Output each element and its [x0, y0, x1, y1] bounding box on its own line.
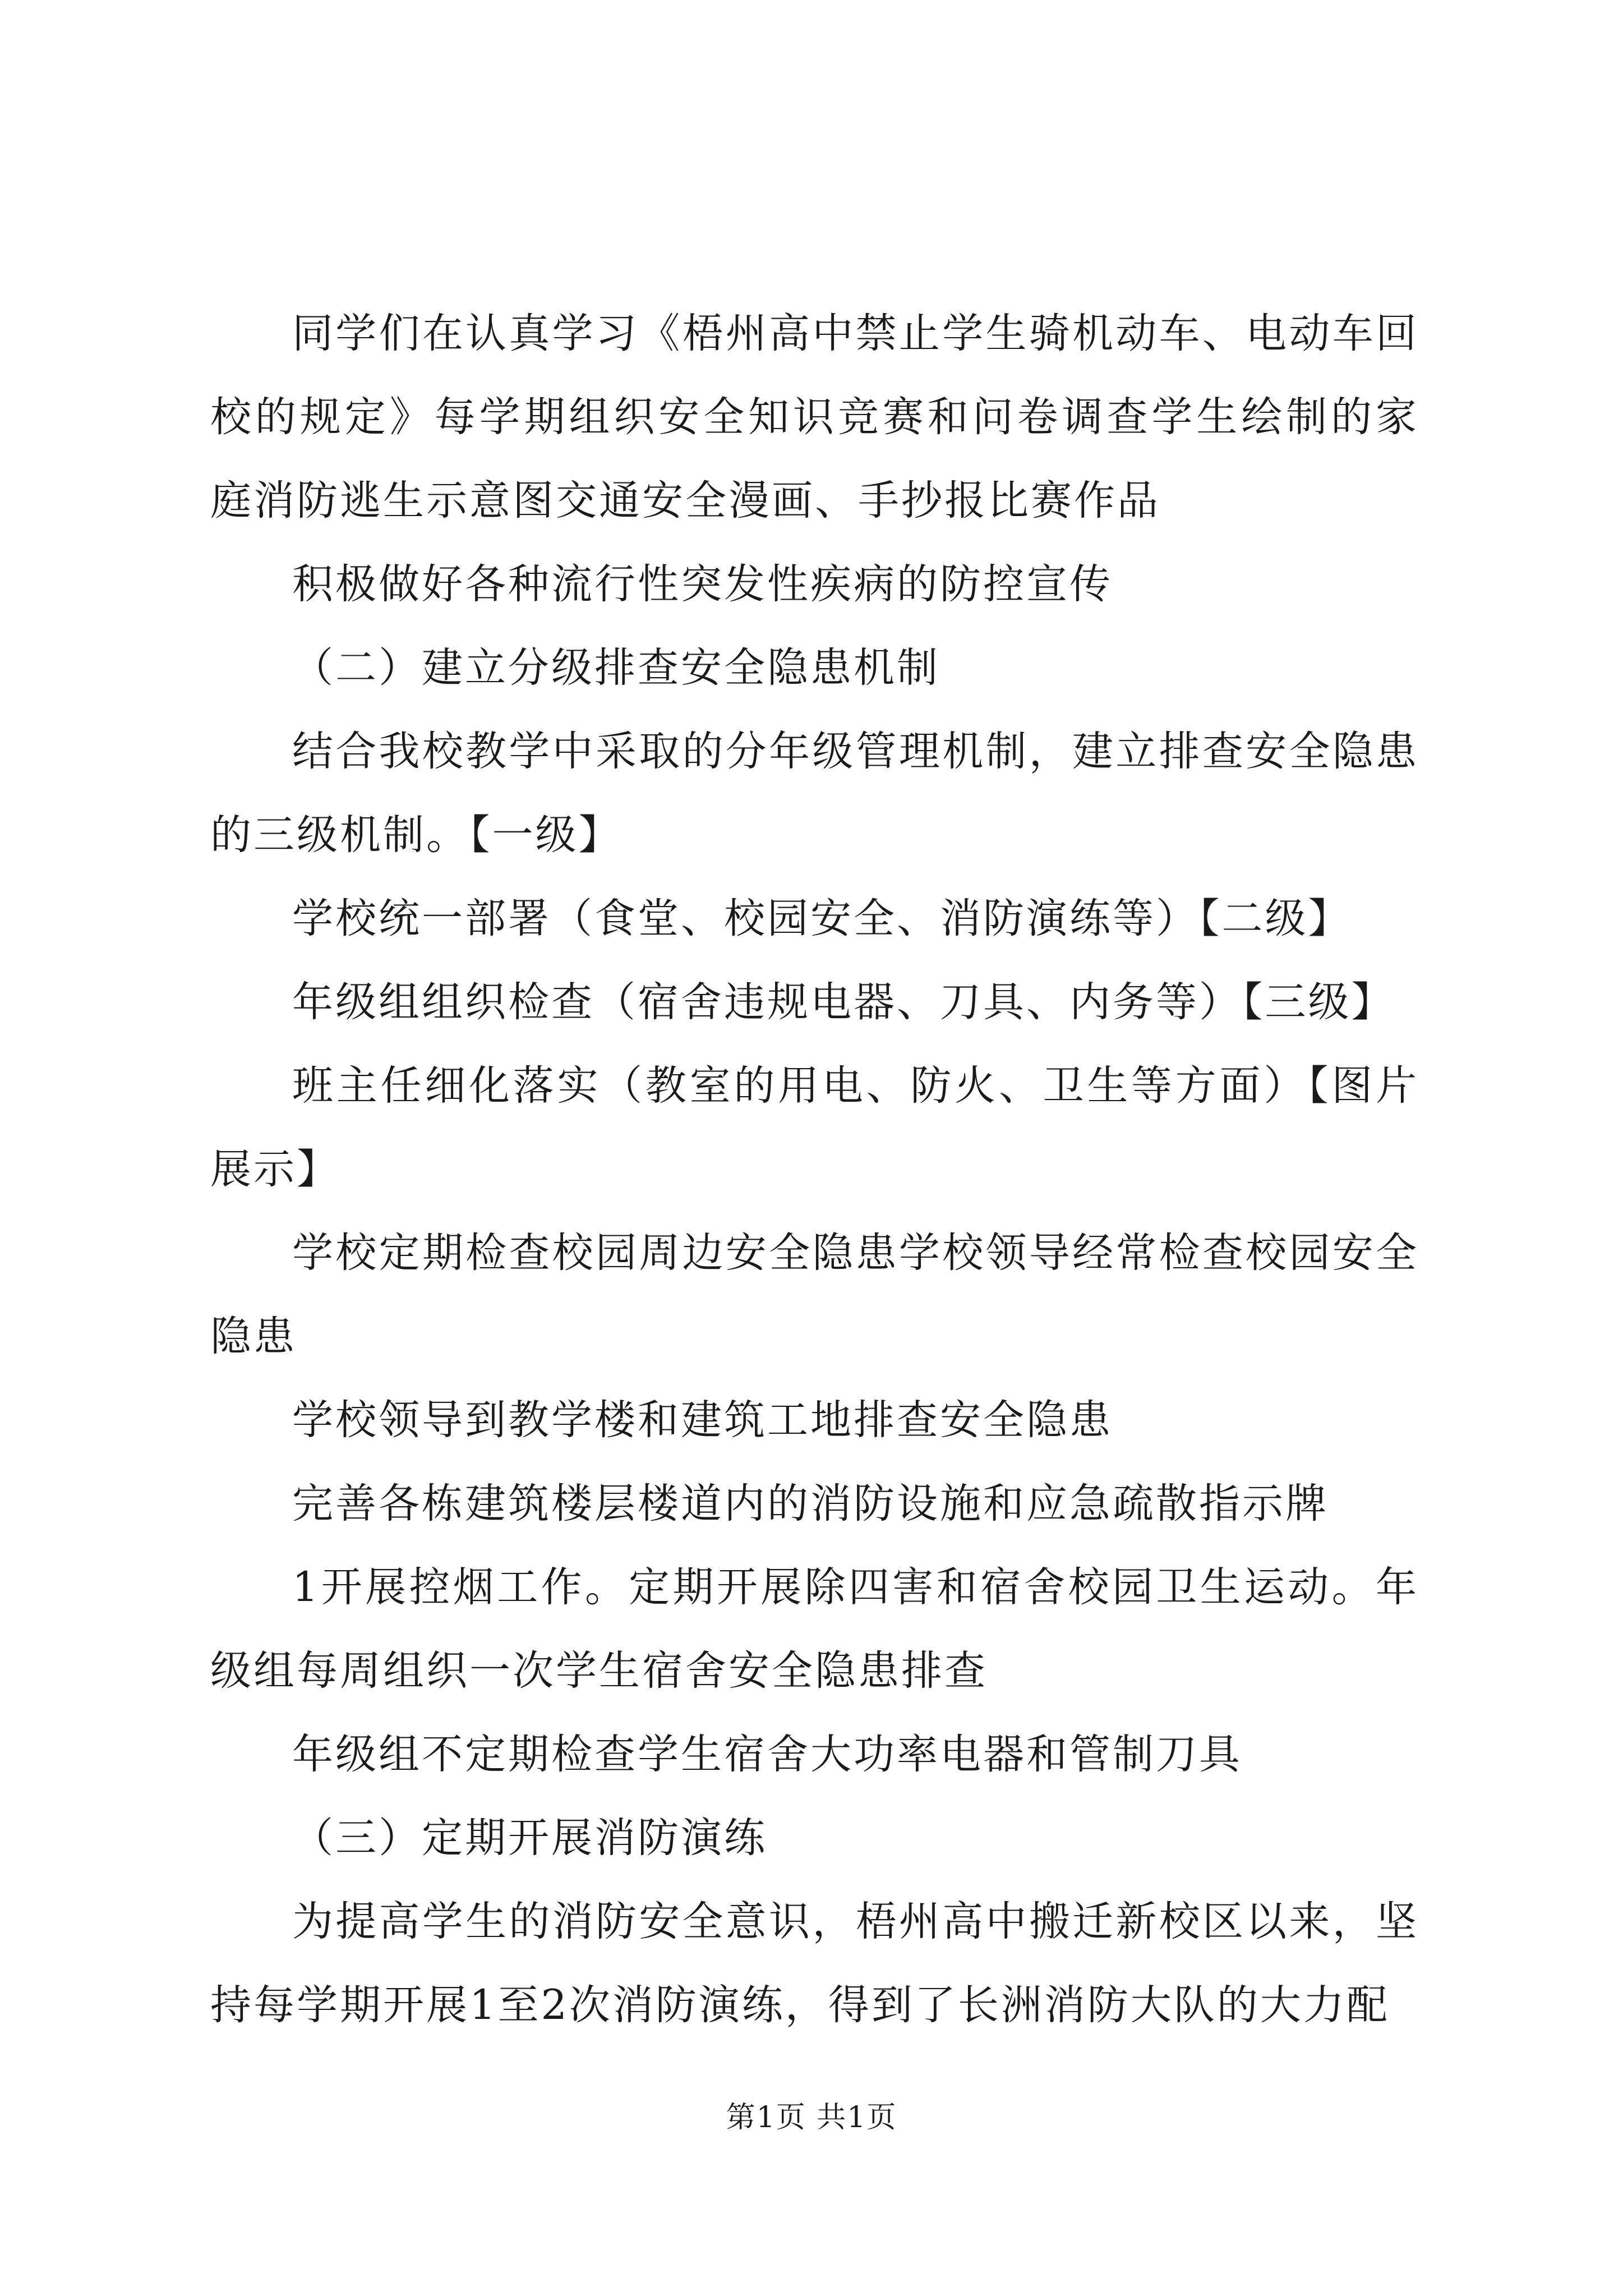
paragraph-8: 学校领导到教学楼和建筑工地排查安全隐患	[292, 1396, 1113, 1444]
paragraph-2: 积极做好各种流行性突发性疾病的防控宣传	[292, 560, 1113, 608]
paragraph-12: 为提高学生的消防安全意识，梧州高中搬迁新校区以来，坚持每学期开展1至2次消防演练，得到了长洲消防大队的大力配	[210, 1898, 1419, 2029]
paragraph-9: 完善各栋建筑楼层楼道内的消防设施和应急疏散指示牌	[292, 1480, 1329, 1527]
paragraph-4: 学校统一部署（食堂、校园安全、消防演练等）【二级】	[292, 895, 1352, 942]
paragraph-6: 班主任细化落实（教室的用电、防火、卫生等方面）【图片展示】	[210, 1062, 1419, 1193]
section-heading-3: （三）定期开展消防演练	[292, 1814, 767, 1862]
page-footer: 第1页 共1页	[726, 2101, 897, 2134]
paragraph-10: 1开展控烟工作。定期开展除四害和宿舍校园卫生运动。年级组每周组织一次学生宿舍安全隐患排查	[210, 1563, 1419, 1695]
paragraph-5: 年级组组织检查（宿舍违规电器、刀具、内务等）【三级】	[292, 978, 1395, 1026]
paragraph-1: 同学们在认真学习《梧州高中禁止学生骑机动车、电动车回校的规定》每学期组织安全知识竞赛和问卷调查学生绘制的家庭消防逃生示意图交通安全漫画、手抄报比赛作品	[210, 310, 1419, 524]
paragraph-7: 学校定期检查校园周边安全隐患学校领导经常检查校园安全隐患	[210, 1229, 1419, 1360]
paragraph-3: 结合我校教学中采取的分年级管理机制，建立排查安全隐患的三级机制。【一级】	[210, 728, 1419, 859]
paragraph-11: 年级组不定期检查学生宿舍大功率电器和管制刀具	[292, 1731, 1242, 1778]
section-heading-2: （二）建立分级排查安全隐患机制	[292, 644, 940, 692]
document-body	[210, 292, 1419, 2047]
